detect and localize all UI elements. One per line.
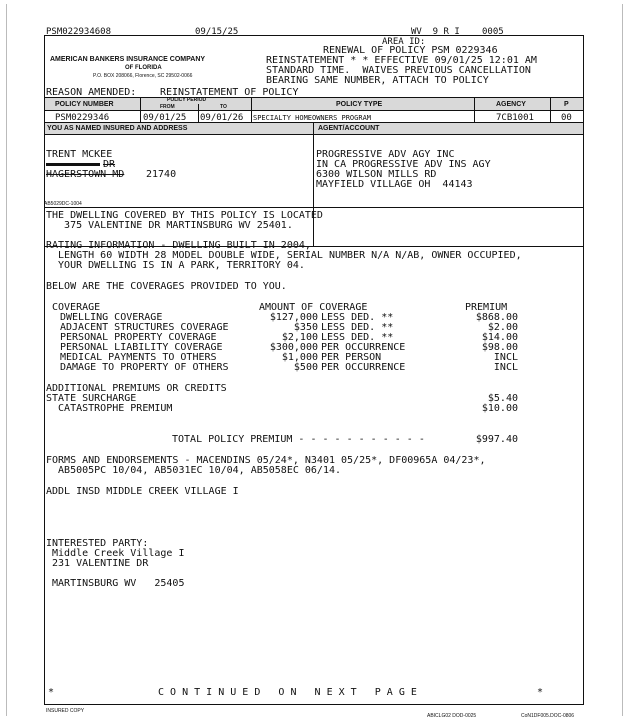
catastrophe-value: $10.00 [481,403,518,414]
coverage-basis: LESS DED. ** [321,332,394,343]
forms-line-1: FORMS AND ENDORSEMENTS - MACENDINS 05/24*, N3401 05/25*, DF00965A 04/23*, [46,455,486,466]
print-date: 09/15/25 [195,27,239,37]
coverages-intro: BELOW ARE THE COVERAGES PROVIDED TO YOU. [46,281,287,292]
coverage-premium: INCL [493,352,518,363]
surcharge-label: STATE SURCHARGE [46,393,137,404]
redaction-bar [46,163,100,166]
dwelling-line-2: 375 VALENTINE DR MARTINSBURG WV 25401. [46,220,293,231]
cov-header-amount: AMOUNT OF COVERAGE [259,302,368,313]
coverage-basis: LESS DED. ** [321,322,394,333]
coverage-basis: PER PERSON [321,352,382,363]
additional-insured: ADDL INSD MIDDLE CREEK VILLAGE I [46,486,239,497]
insured-street-suffix: DR [103,159,116,170]
notice-line-4: BEARING SAME NUMBER, ATTACH TO POLICY [266,75,489,86]
additional-title: ADDITIONAL PREMIUMS OR CREDITS [46,383,227,394]
coverage-name: DAMAGE TO PROPERTY OF OTHERS [60,362,229,373]
period-to-value: 09/01/26 [200,113,244,123]
coverage-amount: $1,000 [281,352,318,363]
coverage-amount: $2,100 [281,332,318,343]
rating-line-2: LENGTH 60 WIDTH 28 MODEL DOUBLE WIDE, SERIAL NUMBER N/A N/AB, OWNER OCCUPIED, [46,250,522,261]
coverage-premium: INCL [493,362,518,373]
coverage-name: ADJACENT STRUCTURES COVERAGE [60,322,229,333]
total-label: TOTAL POLICY PREMIUM - - - - - - - - - - - [172,434,425,445]
col-policy-type: POLICY TYPE [336,101,383,108]
interested-party-line-2: 231 VALENTINE DR [46,558,149,569]
area-id-label: AREA ID: [382,37,426,47]
reason-label: REASON AMENDED: [46,87,137,98]
coverage-amount: $500 [293,362,318,373]
interested-party-line-3: MARTINSBURG WV 25405 [46,578,185,589]
col-to: TO [220,104,227,110]
rating-line-1: RATING INFORMATION - DWELLING BUILT IN 2004, [46,240,311,251]
col-policy-period: POLICY PERIOD [167,97,207,103]
policy-type-value: SPECIALTY HOMEOWNERS PROGRAM [253,114,372,122]
footer-left: INSURED COPY [46,708,85,714]
coverage-name: PERSONAL PROPERTY COVERAGE [60,332,217,343]
sequence-number: 0005 [482,27,504,37]
policy-number-value: PSM0229346 [55,113,110,123]
agent-line-4: MAYFIELD VILLAGE OH 44143 [316,179,473,190]
coverage-name: PERSONAL LIABILITY COVERAGE [60,342,223,353]
insured-name: TRENT MCKEE [46,149,113,160]
company-sub: OF FLORIDA [125,65,162,71]
p-value: 00 [561,113,572,123]
agent-line-2: IN CA PROGRESSIVE ADV INS AGY [316,159,491,170]
coverage-amount: $300,000 [269,342,318,353]
col-policy-number: POLICY NUMBER [55,101,114,108]
col-agency: AGENCY [496,101,526,108]
coverage-amount: $127,000 [269,312,318,323]
catastrophe-label: CATASTROPHE PREMIUM [46,403,173,414]
continued-notice: C O N T I N U E D O N N E X T P A G E [158,687,417,698]
coverage-basis: PER OCCURRENCE [321,362,406,373]
footer-mid: ABICLG02 DOD-0025 [427,713,477,719]
coverage-name: DWELLING COVERAGE [60,312,163,323]
coverage-premium: $14.00 [481,332,518,343]
period-from-value: 09/01/25 [143,113,187,123]
dwelling-line-1: THE DWELLING COVERED BY THIS POLICY IS LOCATED [46,210,323,221]
total-value: $997.40 [475,434,518,445]
cov-header-premium: PREMIUM [465,302,508,313]
coverage-basis: PER OCCURRENCE [321,342,406,353]
insured-header: YOU AS NAMED INSURED AND ADDRESS [47,125,188,132]
coverage-name: MEDICAL PAYMENTS TO OTHERS [60,352,217,363]
notice-line-3: STANDARD TIME. WAIVES PREVIOUS CANCELLATION [266,65,531,76]
form-code-top: AB5029DC-1004 [44,201,82,207]
policy-code: PSM022934608 [46,27,112,37]
agent-line-1: PROGRESSIVE ADV AGY INC [316,149,455,160]
col-p: P [564,101,569,108]
interested-party-line-1: Middle Creek Village I [46,548,185,559]
cov-header-coverage: COVERAGE [52,302,101,313]
coverage-premium: $868.00 [475,312,518,323]
agent-header: AGENT/ACCOUNT [318,125,380,132]
continued-star-right: * [537,687,544,698]
company-name: AMERICAN BANKERS INSURANCE COMPANY [50,56,206,63]
notice-line-2: REINSTATEMENT * * EFFECTIVE 09/01/25 12:01 AM [266,55,537,66]
footer-right: CoN1DF005.DOC-0806 [521,713,575,719]
forms-line-2: AB5005PC 10/04, AB5031EC 10/04, AB5058EC 06/14. [46,465,342,476]
insured-city-state: HAGERSTOWN MD [46,169,125,180]
notice-line-1: RENEWAL OF POLICY PSM 0229346 [323,45,498,56]
insured-zip: 21740 [146,169,177,180]
rating-line-3: YOUR DWELLING IS IN A PARK, TERRITORY 04. [46,260,305,271]
surcharge-value: $5.40 [487,393,518,404]
reason-value: REINSTATEMENT OF POLICY [160,87,299,98]
interested-party-title: INTERESTED PARTY: [46,538,149,549]
company-address: P.O. BOX 208066, Florence, SC 29502-0066 [93,73,193,79]
coverage-basis: LESS DED. ** [321,312,394,323]
agency-value: 7CB1001 [496,113,534,123]
coverage-premium: $2.00 [487,322,518,333]
col-from: FROM [160,104,175,110]
coverage-premium: $98.00 [481,342,518,353]
continued-star-left: * [48,687,55,698]
coverage-amount: $350 [293,322,318,333]
agent-line-3: 6300 WILSON MILLS RD [316,169,437,180]
state-code: WV 9 R I [411,27,460,37]
